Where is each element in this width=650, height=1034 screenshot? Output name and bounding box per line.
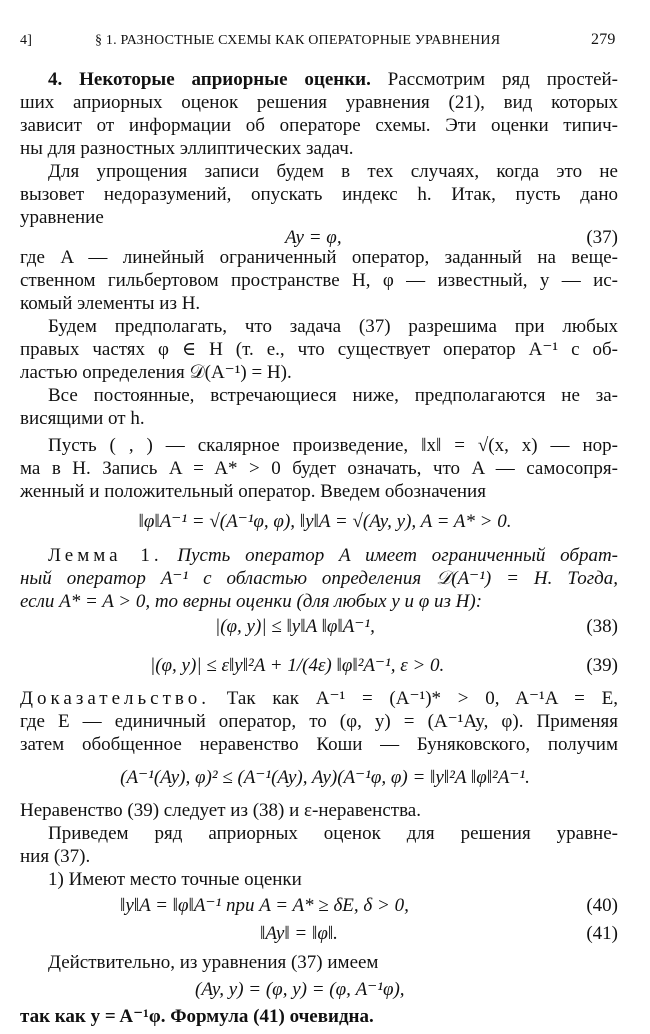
equation-37: Ay = φ,	[285, 227, 342, 248]
text-line: ма в H. Запись A = A* > 0 будет означать, что A — самосопря-	[20, 458, 618, 479]
lemma-label: Лемма 1.	[48, 545, 163, 566]
equation-norms: ‖φ‖A⁻¹ = √(A⁻¹φ, φ), ‖y‖A = √(Ay, y), A = A* > 0.	[138, 511, 512, 532]
text-line: Все постоянные, встречающиеся ниже, предполагаются не за-	[48, 385, 618, 406]
text-line: так как y = A⁻¹φ. Формула (41) очевидна.	[20, 1006, 374, 1027]
lemma-statement: Пусть оператор A имеет ограниченный обрат-	[177, 545, 618, 566]
running-title: § 1. РАЗНОСТНЫЕ СХЕМЫ КАК ОПЕРАТОРНЫЕ УРАВНЕНИЯ	[95, 33, 501, 48]
header-left: 4]	[20, 33, 33, 48]
equation-final: (Ay, y) = (φ, y) = (φ, A⁻¹φ),	[195, 979, 405, 1000]
equation-number-38: (38)	[586, 616, 618, 637]
text-line: уравнение	[20, 207, 104, 228]
text-line: ластью определения 𝒟(A⁻¹) = H).	[20, 362, 292, 383]
text-line: ших априорных оценок решения уравнения (21), вид которых	[20, 92, 618, 113]
equation-number-40: (40)	[586, 895, 618, 916]
text-line: ственном гильбертовом пространстве H, φ — известный, y — ис-	[20, 270, 618, 291]
text-line: если A* = A > 0, то верны оценки (для любых y и φ из H):	[20, 591, 483, 612]
text-line: 1) Имеют место точные оценки	[48, 869, 302, 890]
equation-41: ‖Ay‖ = ‖φ‖.	[260, 923, 338, 944]
equation-38: |(φ, y)| ≤ ‖y‖A ‖φ‖A⁻¹,	[215, 616, 375, 637]
text-line: затем обобщенное неравенство Коши — Буняковского, получим	[20, 734, 618, 755]
equation-number-41: (41)	[586, 923, 618, 944]
text-line: комый элементы из H.	[20, 293, 201, 314]
text-line: Для упрощения записи будем в тех случаях, когда это не	[48, 161, 618, 182]
page-number: 279	[591, 31, 616, 48]
text-line: где E — единичный оператор, то (φ, y) = (A⁻¹Ay, φ). Применяя	[20, 711, 618, 732]
section-heading: 4. Некоторые априорные оценки.	[48, 69, 371, 90]
equation-number-37: (37)	[586, 227, 618, 248]
lemma-line	[48, 545, 618, 567]
text-line: правых частях φ ∈ H (т. е., что существует оператор A⁻¹ с об-	[20, 339, 618, 360]
text-line: вызовет недоразумений, опускать индекс h. Итак, пусть дано	[20, 184, 618, 205]
equation-39: |(φ, y)| ≤ ε‖y‖²A + 1/(4ε) ‖φ‖²A⁻¹, ε > 0.	[150, 655, 445, 676]
text-line: где A — линейный ограниченный оператор, заданный на веще-	[20, 247, 618, 268]
text-line: ны для разностных эллиптических задач.	[20, 138, 354, 159]
proof-label: Доказательство.	[20, 688, 210, 709]
section-heading-line	[48, 69, 618, 91]
text-line: ный оператор A⁻¹ с областью определения 𝒟(A⁻¹) = H. Тогда,	[20, 568, 618, 589]
text-line: женный и положительный оператор. Введем обозначения	[20, 481, 486, 502]
text-line: Приведем ряд априорных оценок для решения уравне-	[48, 823, 618, 844]
text-line: Будем предполагать, что задача (37) разрешима при любых	[48, 316, 618, 337]
equation-number-39: (39)	[586, 655, 618, 676]
text-line: Пусть ( , ) — скалярное произведение, ‖x‖ = √(x, x) — нор-	[48, 435, 618, 456]
text-line: Действительно, из уравнения (37) имеем	[48, 952, 379, 973]
text-line: висящими от h.	[20, 408, 145, 429]
equation-40: ‖y‖A = ‖φ‖A⁻¹ при A = A* ≥ δE, δ > 0,	[120, 895, 409, 916]
intro-first: Рассмотрим ряд простей-	[387, 69, 619, 90]
equation-cauchy: (A⁻¹(Ay), φ)² ≤ (A⁻¹(Ay), Ay)(A⁻¹φ, φ) = ‖y‖²A ‖φ‖²A⁻¹.	[120, 767, 530, 788]
text-line: ния (37).	[20, 846, 91, 867]
text-line: зависит от информации об операторе схемы. Эти оценки типич-	[20, 115, 618, 136]
proof-line	[20, 688, 618, 710]
proof-text: Так как A⁻¹ = (A⁻¹)* > 0, A⁻¹A = E,	[226, 688, 619, 709]
text-line: Неравенство (39) следует из (38) и ε-неравенства.	[20, 800, 421, 821]
